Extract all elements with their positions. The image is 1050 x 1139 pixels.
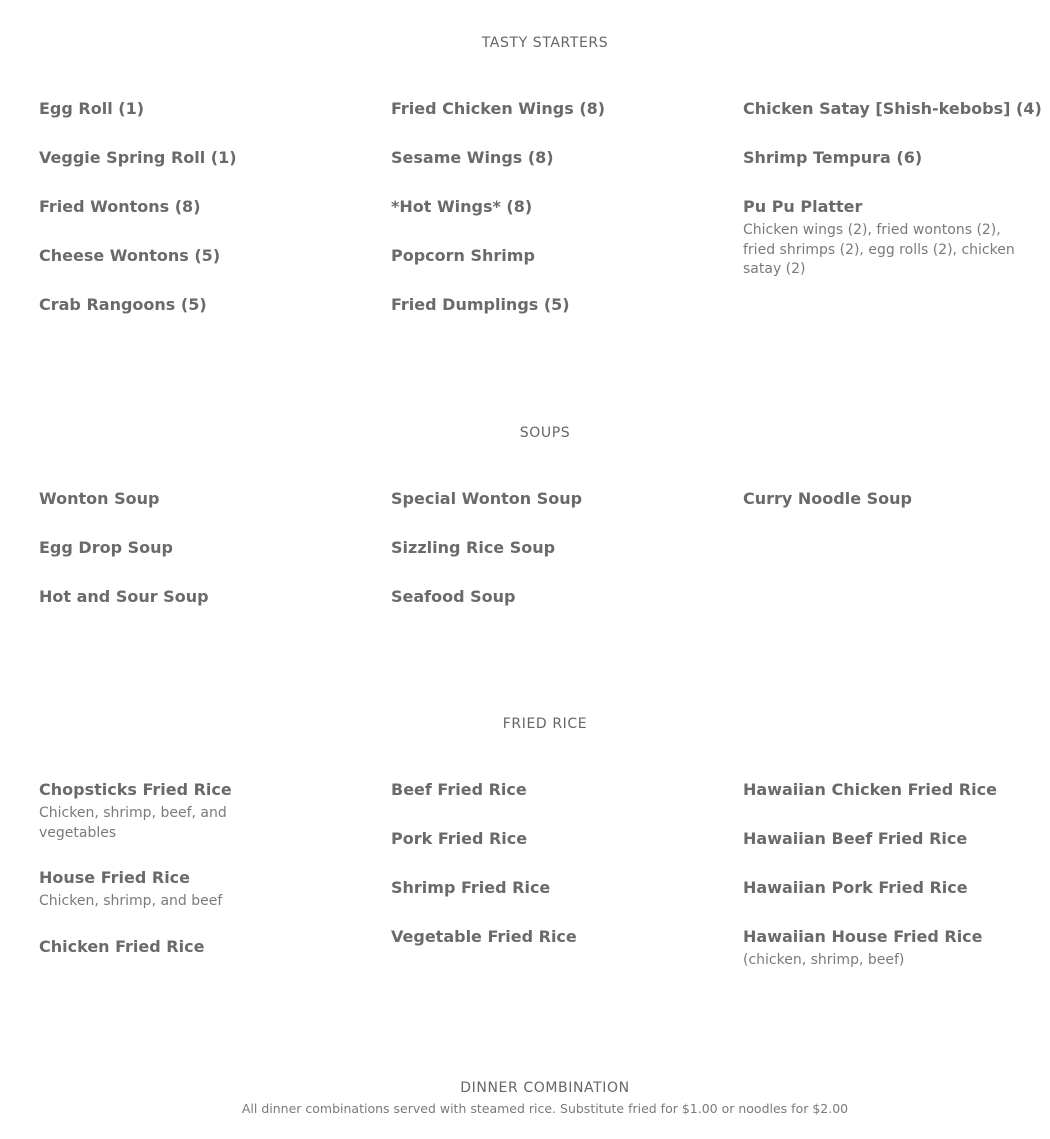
menu-item-name: Pork Fried Rice [391, 829, 528, 848]
menu-item-name: Egg Drop Soup [39, 538, 173, 557]
menu-item-name: Fried Chicken Wings (8) [391, 99, 606, 118]
menu-item-name: Fried Dumplings (5) [391, 295, 570, 314]
soups-column-1 [39, 489, 329, 636]
starters-column-3 [743, 99, 1042, 305]
menu-item [39, 295, 329, 315]
menu-item-name: Beef Fried Rice [391, 780, 527, 799]
menu-item [391, 197, 691, 217]
menu-item [743, 148, 1015, 168]
menu-item [39, 538, 329, 558]
menu-item-name: Special Wonton Soup [391, 489, 583, 508]
menu-item [39, 489, 329, 509]
menu-item [743, 99, 1042, 119]
menu-item-name: Chicken Fried Rice [39, 936, 205, 956]
section-title-soups: SOUPS [519, 425, 571, 441]
menu-item [39, 780, 294, 843]
dinner-note: All dinner combinations served with steamed rice. Substitute fried for $1.00 or noodles for $2.00 [241, 1101, 849, 1116]
menu-item-description: Chicken, shrimp, beef, and vegetables [39, 805, 227, 841]
menu-item [39, 937, 294, 957]
section-title-dinner: DINNER COMBINATION [460, 1080, 630, 1096]
menu-item-name: Hawaiian Pork Fried Rice [743, 878, 968, 897]
menu-item-name: Curry Noodle Soup [743, 489, 913, 508]
menu-item-name: Chicken Satay [Shish-kebobs] (4) [743, 99, 1042, 118]
menu-item [39, 99, 329, 119]
menu-item-name: *Hot Wings* (8) [391, 197, 533, 216]
menu-item [391, 780, 691, 800]
menu-item-name: Hot and Sour Soup [39, 587, 209, 606]
menu-item [391, 587, 691, 607]
menu-item-name: House Fried Rice [39, 868, 191, 887]
menu-item-name: Hawaiian Chicken Fried Rice [743, 780, 997, 799]
menu-item [391, 538, 691, 558]
menu-item-name: Chopsticks Fried Rice [39, 780, 232, 799]
menu-item-name: Pu Pu Platter [743, 197, 863, 216]
menu-item-name: Wonton Soup [39, 489, 160, 508]
menu-item-name: Cheese Wontons (5) [39, 246, 221, 265]
menu-item [743, 927, 1015, 971]
starters-column-1 [39, 99, 329, 344]
menu-item-name: Hawaiian Beef Fried Rice [743, 829, 968, 848]
menu-item [743, 878, 1015, 898]
menu-item [391, 489, 691, 509]
menu-item-description: (chicken, shrimp, beef) [743, 952, 905, 968]
menu-item [39, 197, 329, 217]
menu-item [391, 99, 691, 119]
menu-item [39, 246, 329, 266]
menu-item-name: Seafood Soup [391, 587, 516, 606]
menu-item [743, 829, 1015, 849]
menu-item-name: Sesame Wings (8) [391, 148, 554, 167]
section-title-fried-rice: FRIED RICE [502, 716, 588, 732]
menu-item-name: Fried Wontons (8) [39, 197, 201, 216]
fried-rice-column-3 [743, 780, 1015, 996]
soups-column-2 [391, 489, 691, 636]
menu-item [743, 489, 1015, 509]
menu-item [39, 587, 329, 607]
menu-item-name: Shrimp Tempura (6) [743, 148, 923, 167]
menu-item-name: Veggie Spring Roll (1) [39, 148, 237, 167]
menu-item [391, 246, 691, 266]
menu-item-name: Shrimp Fried Rice [391, 878, 551, 897]
menu-item [391, 148, 691, 168]
menu-item-description: Chicken, shrimp, and beef [39, 893, 223, 909]
menu-item-name: Crab Rangoons (5) [39, 295, 207, 314]
menu-item-name: Vegetable Fried Rice [391, 927, 577, 946]
section-title-starters: TASTY STARTERS [481, 35, 609, 51]
menu-item [39, 148, 329, 168]
menu-item [39, 868, 294, 912]
menu-item-name: Popcorn Shrimp [391, 246, 535, 265]
soups-column-3 [743, 489, 1015, 538]
fried-rice-column-2 [391, 780, 691, 976]
starters-column-2 [391, 99, 691, 344]
menu-item-description: Chicken wings (2), fried wontons (2), fried shrimps (2), egg rolls (2), chicken satay (2) [743, 222, 1015, 277]
menu-item [391, 295, 691, 315]
menu-item [743, 197, 1015, 280]
menu-item-name: Hawaiian House Fried Rice [743, 927, 983, 946]
menu-item-name: Egg Roll (1) [39, 99, 145, 118]
menu-item [391, 829, 691, 849]
menu-item-name: Sizzling Rice Soup [391, 538, 556, 557]
menu-item [391, 927, 691, 947]
menu-item [391, 878, 691, 898]
fried-rice-column-1 [39, 780, 294, 986]
menu-item [743, 780, 1015, 800]
